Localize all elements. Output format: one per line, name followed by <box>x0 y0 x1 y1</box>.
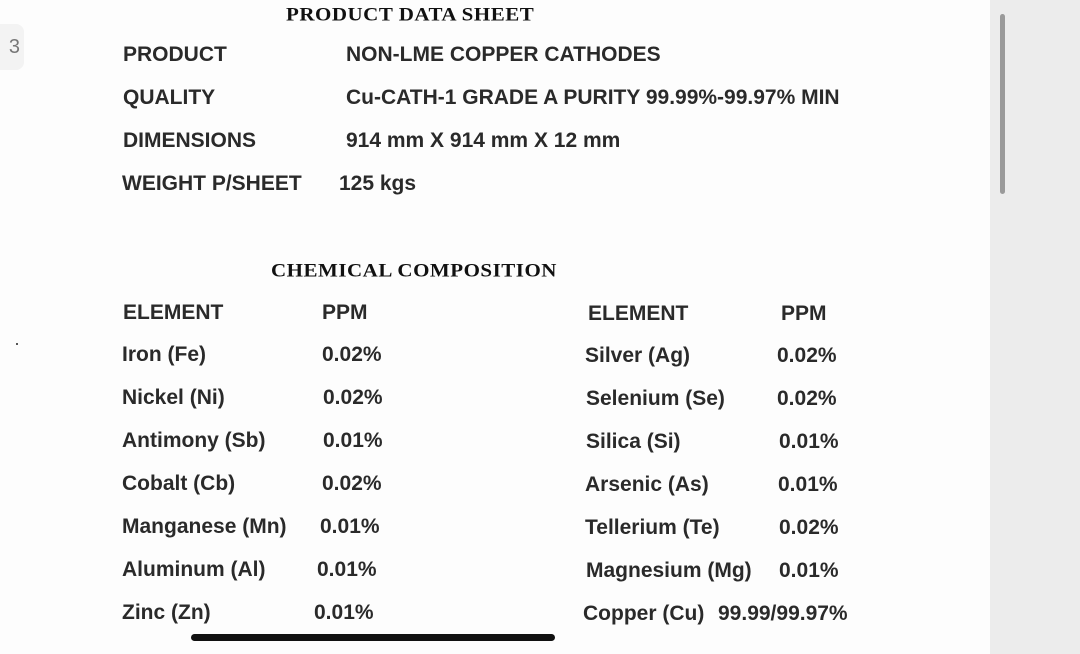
right-row-ppm: 0.02% <box>777 344 837 367</box>
spec-value-dimensions: 914 mm X 914 mm X 12 mm <box>346 129 621 152</box>
spec-label-dimensions: DIMENSIONS <box>123 129 257 152</box>
right-row-ppm: 0.01% <box>779 430 839 453</box>
stray-mark <box>16 343 18 345</box>
spec-value-quality: Cu-CATH-1 GRADE A PURITY 99.99%-99.97% MIN <box>346 86 840 109</box>
left-row-ppm: 0.01% <box>314 601 374 624</box>
spec-value-weight: 125 kgs <box>339 172 417 195</box>
left-row-element: Antimony (Sb) <box>122 429 266 452</box>
right-row-ppm: 0.01% <box>779 559 839 582</box>
right-row-element: Arsenic (As) <box>585 473 709 496</box>
page-number-badge[interactable]: 3 <box>0 24 24 70</box>
page-title: PRODUCT DATA SHEET <box>286 3 535 25</box>
right-row-element: Copper (Cu) <box>583 602 705 625</box>
right-row-ppm: 99.99/99.97% <box>718 602 848 625</box>
left-row-element: Iron (Fe) <box>122 343 206 366</box>
left-row-ppm: 0.01% <box>323 429 383 452</box>
right-row-element: Selenium (Se) <box>586 387 725 410</box>
spec-label-quality: QUALITY <box>123 86 216 109</box>
home-indicator-bar[interactable] <box>191 634 555 641</box>
right-header-element: ELEMENT <box>588 302 689 325</box>
spec-label-weight: WEIGHT P/SHEET <box>122 172 302 195</box>
section-title-chemical-composition: CHEMICAL COMPOSITION <box>271 259 557 281</box>
left-row-element: Manganese (Mn) <box>122 515 287 538</box>
right-row-ppm: 0.02% <box>779 516 839 539</box>
left-row-element: Zinc (Zn) <box>122 601 211 624</box>
left-header-ppm: PPM <box>322 301 368 324</box>
left-row-ppm: 0.01% <box>320 515 380 538</box>
left-row-ppm: 0.02% <box>322 472 382 495</box>
right-row-element: Tellerium (Te) <box>585 516 720 539</box>
scrollbar-thumb[interactable] <box>1000 14 1005 194</box>
spec-label-product: PRODUCT <box>123 43 227 66</box>
right-row-element: Magnesium (Mg) <box>586 559 752 582</box>
right-header-ppm: PPM <box>781 302 827 325</box>
left-header-element: ELEMENT <box>123 301 224 324</box>
right-row-ppm: 0.01% <box>778 473 838 496</box>
left-row-ppm: 0.02% <box>323 386 383 409</box>
right-row-ppm: 0.02% <box>777 387 837 410</box>
spec-value-product: NON-LME COPPER CATHODES <box>346 43 661 66</box>
left-row-element: Aluminum (Al) <box>122 558 266 581</box>
left-row-element: Cobalt (Cb) <box>122 472 236 495</box>
right-row-element: Silver (Ag) <box>585 344 691 367</box>
left-row-element: Nickel (Ni) <box>122 386 225 409</box>
right-row-element: Silica (Si) <box>586 430 681 453</box>
left-row-ppm: 0.02% <box>322 343 382 366</box>
left-row-ppm: 0.01% <box>317 558 377 581</box>
